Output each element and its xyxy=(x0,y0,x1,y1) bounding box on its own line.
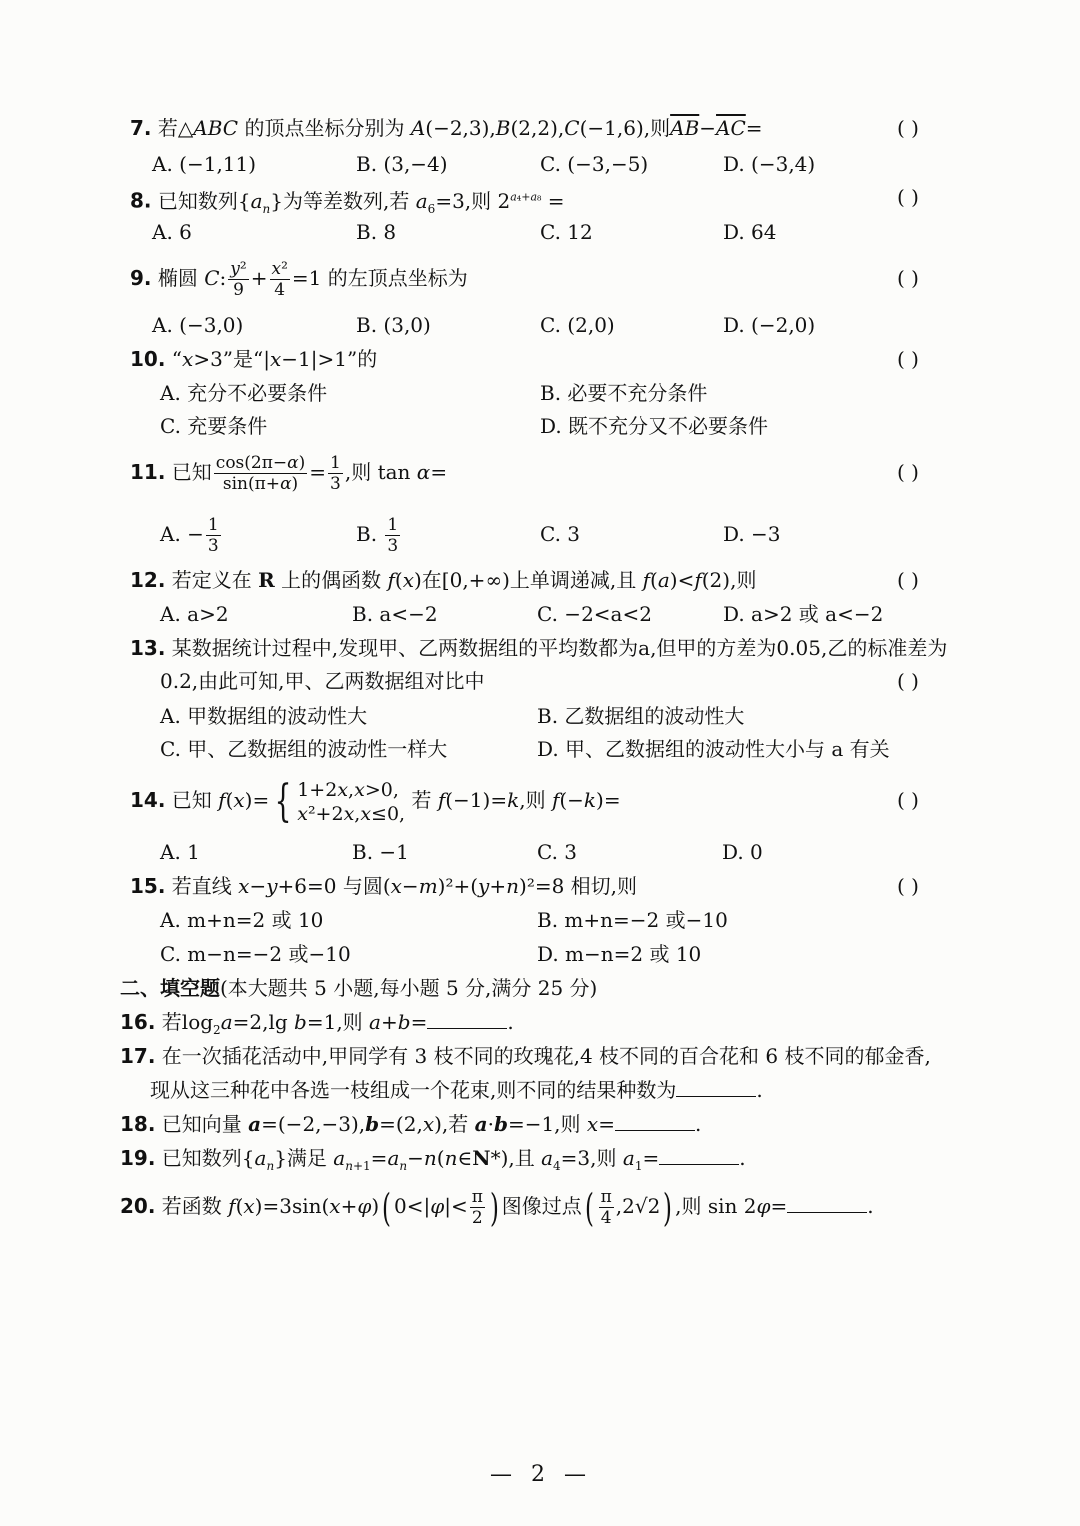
question-7 xyxy=(130,114,763,142)
answer-paren: ( ) xyxy=(897,116,919,140)
question-stem: 在一次插花活动中,甲同学有 3 枝不同的玫瑰花,4 枝不同的百合花和 6 枝不同的郁金香, xyxy=(161,1044,931,1068)
question-12 xyxy=(130,566,756,594)
question-16 xyxy=(120,1008,514,1044)
option-b: B. (3,0) xyxy=(356,313,431,337)
question-number: 16. xyxy=(120,1010,156,1034)
question-19 xyxy=(120,1144,746,1180)
question-number: 10. xyxy=(130,347,166,371)
question-9 xyxy=(130,256,468,300)
option-b: B. 乙数据组的波动性大 xyxy=(537,704,745,728)
question-stem: 已知 f(x)= { 1+2x,x>0, x²+2x,x≤0, 若 f(−1)=k,则 f(−k)= xyxy=(171,775,621,827)
option-a: A. (−3,0) xyxy=(152,313,244,337)
option-b: B. 8 xyxy=(356,220,397,244)
question-8 xyxy=(130,183,565,223)
answer-paren: ( ) xyxy=(897,266,919,290)
option-d: D. 既不充分又不必要条件 xyxy=(540,414,769,438)
option-c: C. 充要条件 xyxy=(160,414,268,438)
question-18 xyxy=(120,1110,701,1138)
answer-paren: ( ) xyxy=(897,568,919,592)
answer-paren: ( ) xyxy=(897,460,919,484)
section-title: 二、填空题 xyxy=(120,976,220,1000)
question-number: 9. xyxy=(130,266,152,290)
answer-blank[interactable] xyxy=(615,1112,695,1131)
option-d: D. −3 xyxy=(723,522,781,546)
option-d: D. (−3,4) xyxy=(723,152,816,176)
answer-paren: ( ) xyxy=(897,669,919,693)
option-d: D. 甲、乙数据组的波动性大小与 a 有关 xyxy=(537,737,890,761)
question-number: 8. xyxy=(130,188,152,213)
page-number: — 2 — xyxy=(490,1462,592,1487)
option-b: B. −1 xyxy=(352,840,409,864)
question-number: 11. xyxy=(130,460,166,484)
question-number: 7. xyxy=(130,116,152,140)
option-a: A. a>2 xyxy=(160,602,229,626)
question-14 xyxy=(130,772,621,828)
option-b: B. 必要不充分条件 xyxy=(540,381,708,405)
question-number: 17. xyxy=(120,1044,156,1068)
question-17-line2: 现从这三种花中各选一枝组成一个花束,则不同的结果种数为 . xyxy=(150,1078,763,1102)
option-c: C. 12 xyxy=(540,220,593,244)
question-15 xyxy=(130,872,637,900)
answer-paren: ( ) xyxy=(897,874,919,898)
option-a: A. 甲数据组的波动性大 xyxy=(160,704,368,728)
question-number: 14. xyxy=(130,788,166,812)
question-stem: “x>3”是“|x−1|>1”的 xyxy=(171,347,378,371)
answer-paren: ( ) xyxy=(897,788,919,812)
option-b: B. (3,−4) xyxy=(356,152,448,176)
option-c: C. 甲、乙数据组的波动性一样大 xyxy=(160,737,448,761)
option-a: A. m+n=2 或 10 xyxy=(160,908,324,932)
question-number: 19. xyxy=(120,1146,156,1170)
section-heading xyxy=(120,974,597,1002)
option-a: A. 充分不必要条件 xyxy=(160,381,328,405)
question-stem: 某数据统计过程中,发现甲、乙两数据组的平均数都为a,但甲的方差为0.05,乙的标准差为 xyxy=(171,636,948,660)
answer-blank[interactable] xyxy=(787,1194,867,1213)
question-number: 20. xyxy=(120,1194,156,1218)
question-number: 12. xyxy=(130,568,166,592)
option-b: B. m+n=−2 或−10 xyxy=(537,908,728,932)
question-17 xyxy=(120,1042,931,1070)
question-number: 15. xyxy=(130,874,166,898)
option-c: C. (−3,−5) xyxy=(540,152,649,176)
option-b: B. $\frac{1}{3}$ xyxy=(356,515,399,556)
option-a: A. 1 xyxy=(160,840,200,864)
question-stem: 若定义在 R 上的偶函数 f(x)在[0,+∞)上单调递减,且 f(a)<f(2),则 xyxy=(171,568,757,592)
question-stem: 若$\log_2a=2,\lg$ b=1,则 a+b= . xyxy=(161,1010,514,1037)
option-d: D. m−n=2 或 10 xyxy=(537,942,702,966)
option-d: D. (−2,0) xyxy=(723,313,816,337)
option-c: C. 3 xyxy=(540,522,581,546)
option-d: D. 64 xyxy=(723,220,777,244)
question-11 xyxy=(130,450,447,494)
question-stem: 已知数列$\{a_n\}$满足 $a_{n+1}=a_n-n(n\in N*)$,且 $a_4=3$,则 $a_1=$ . xyxy=(161,1146,746,1173)
answer-blank[interactable] xyxy=(427,1010,507,1029)
question-number: 13. xyxy=(130,636,166,660)
option-c: C. −2<a<2 xyxy=(537,602,652,626)
answer-blank[interactable] xyxy=(659,1146,739,1165)
section-note: (本大题共 5 小题,每小题 5 分,满分 25 分) xyxy=(220,976,598,1000)
question-10 xyxy=(130,345,377,373)
option-a: A. 6 xyxy=(152,220,192,244)
answer-paren: ( ) xyxy=(897,347,919,371)
question-stem-line2: 0.2,由此可知,甲、乙两数据组对比中 xyxy=(160,669,485,693)
option-d: D. 0 xyxy=(722,840,763,864)
question-stem: 若△ABC 的顶点坐标分别为 A(−2,3),B(2,2),C(−1,6),则$\overline{AB}-\overline{AC}=$ xyxy=(157,116,763,140)
question-number: 18. xyxy=(120,1112,156,1136)
question-13 xyxy=(130,634,947,662)
option-a: A. (−1,11) xyxy=(152,152,257,176)
question-stem: 已知数列$\{a_n\}$为等差数列,若 $a_6=3$,则 $2^{a_4+a_8}$ = xyxy=(157,188,565,216)
option-c: C. m−n=−2 或−10 xyxy=(160,942,351,966)
question-stem: 已知 $\frac{\cos(2\pi-\alpha)}{\sin(\pi+\alpha)}$ = $\frac{1}{3}$ ,则 tan α= xyxy=(171,453,448,494)
question-stem: 已知向量 a=(−2,−3),b=(2,x),若 a·b=−1,则 x= . xyxy=(161,1112,702,1136)
option-d: D. a>2 或 a<−2 xyxy=(723,602,884,626)
answer-blank[interactable] xyxy=(676,1078,756,1097)
option-c: C. 3 xyxy=(537,840,578,864)
question-stem: 若直线 x−y+6=0 与圆(x−m)²+(y+n)²=8 相切,则 xyxy=(171,874,638,898)
question-stem: 椭圆 C: $\frac{\text{y²}}{9}$ + $\frac{\text{x²}}{4}$ =1 的左顶点坐标为 xyxy=(157,259,468,300)
question-stem: 若函数 f(x)=3sin(x+φ)( 0<|φ|< $\frac{\pi}{2}$ ) 图像过点( $\frac{\pi}{4}$ ,2√2) ,则 sin 2φ= . xyxy=(161,1185,874,1230)
question-20 xyxy=(120,1182,874,1230)
option-b: B. a<−2 xyxy=(352,602,438,626)
option-a: A. − $\frac{1}{3}$ xyxy=(160,515,219,556)
option-c: C. (2,0) xyxy=(540,313,615,337)
answer-paren: ( ) xyxy=(897,185,919,209)
